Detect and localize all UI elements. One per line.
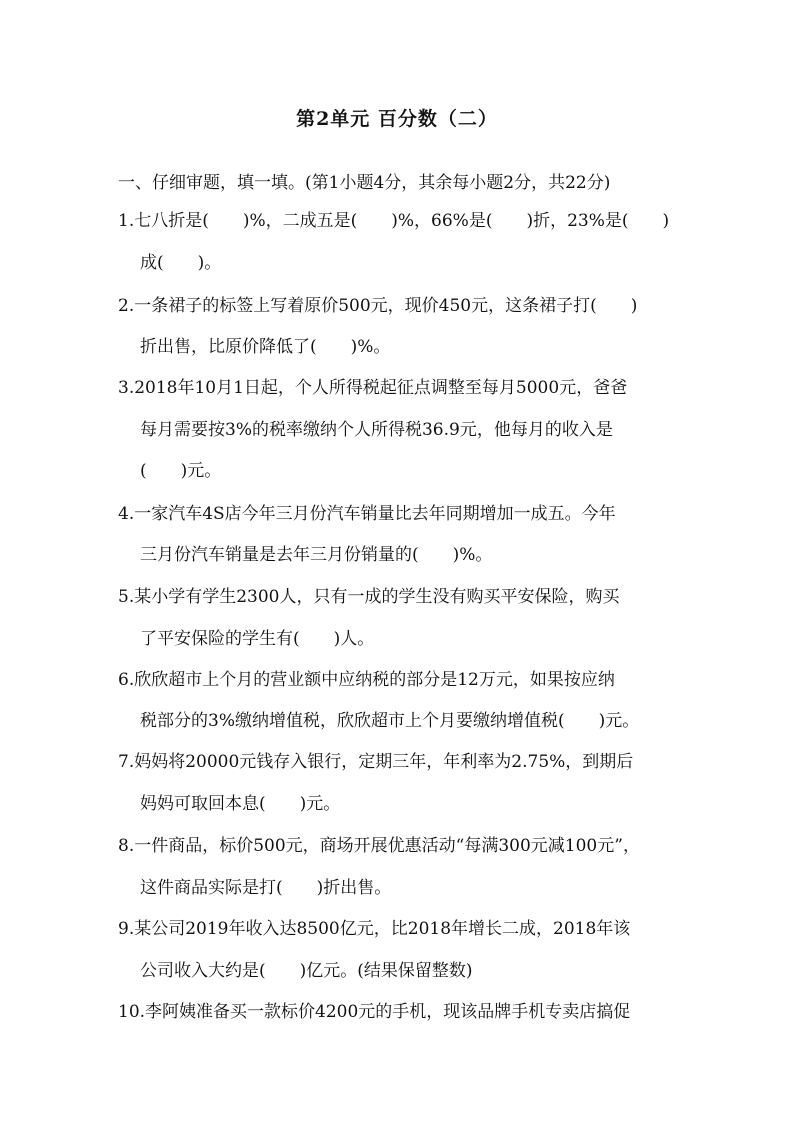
question-4-line-2: 三月份汽车销量是去年三月份销量的( )%。 [140,545,493,565]
question-2-line-1: 2.一条裙子的标签上写着原价500元，现价450元，这条裙子打( ) [118,296,638,316]
question-8-line-2: 这件商品实际是打( )折出售。 [140,878,392,898]
question-9-line-1: 9.某公司2019年收入达8500亿元，比2018年增长二成，2018年该 [118,919,631,939]
question-3-line-3: ( )元。 [140,461,222,481]
question-2-line-2: 折出售，比原价降低了( )%。 [140,337,391,357]
question-8-line-1: 8.一件商品，标价500元，商场开展优惠活动“每满300元减100元”， [118,836,640,856]
page-title: 第2单元 百分数（二） [296,108,498,130]
question-10-line-1: 10.李阿姨准备买一款标价4200元的手机，现该品牌手机专卖店搞促 [118,1002,631,1022]
question-9-line-2: 公司收入大约是( )亿元。(结果保留整数) [140,961,473,981]
question-4-line-1: 4.一家汽车4S店今年三月份汽车销量比去年同期增加一成五。今年 [118,504,616,524]
question-6-line-1: 6.欣欣超市上个月的营业额中应纳税的部分是12万元，如果按应纳 [118,670,615,690]
question-6-line-2: 税部分的3%缴纳增值税，欣欣超市上个月要缴纳增值税( )元。 [140,711,640,731]
question-7-line-2: 妈妈可取回本息( )元。 [140,794,341,814]
question-5-line-2: 了平安保险的学生有( )人。 [140,629,375,649]
question-5-line-1: 5.某小学有学生2300人，只有一成的学生没有购买平安保险，购买 [118,587,620,607]
question-3-line-2: 每月需要按3%的税率缴纳个人所得税36.9元，他每月的收入是 [140,420,613,440]
question-3-line-1: 3.2018年10月1日起，个人所得税起征点调整至每月5000元，爸爸 [118,378,628,398]
question-1-line-1: 1.七八折是( )%，二成五是( )%，66%是( )折，23%是( ) [118,211,670,231]
section-heading: 一、仔细审题，填一填。(第1小题4分，其余每小题2分，共22分) [118,173,611,193]
question-1-line-2: 成( )。 [140,253,222,273]
question-7-line-1: 7.妈妈将20000元钱存入银行，定期三年，年利率为2.75%，到期后 [118,752,634,772]
